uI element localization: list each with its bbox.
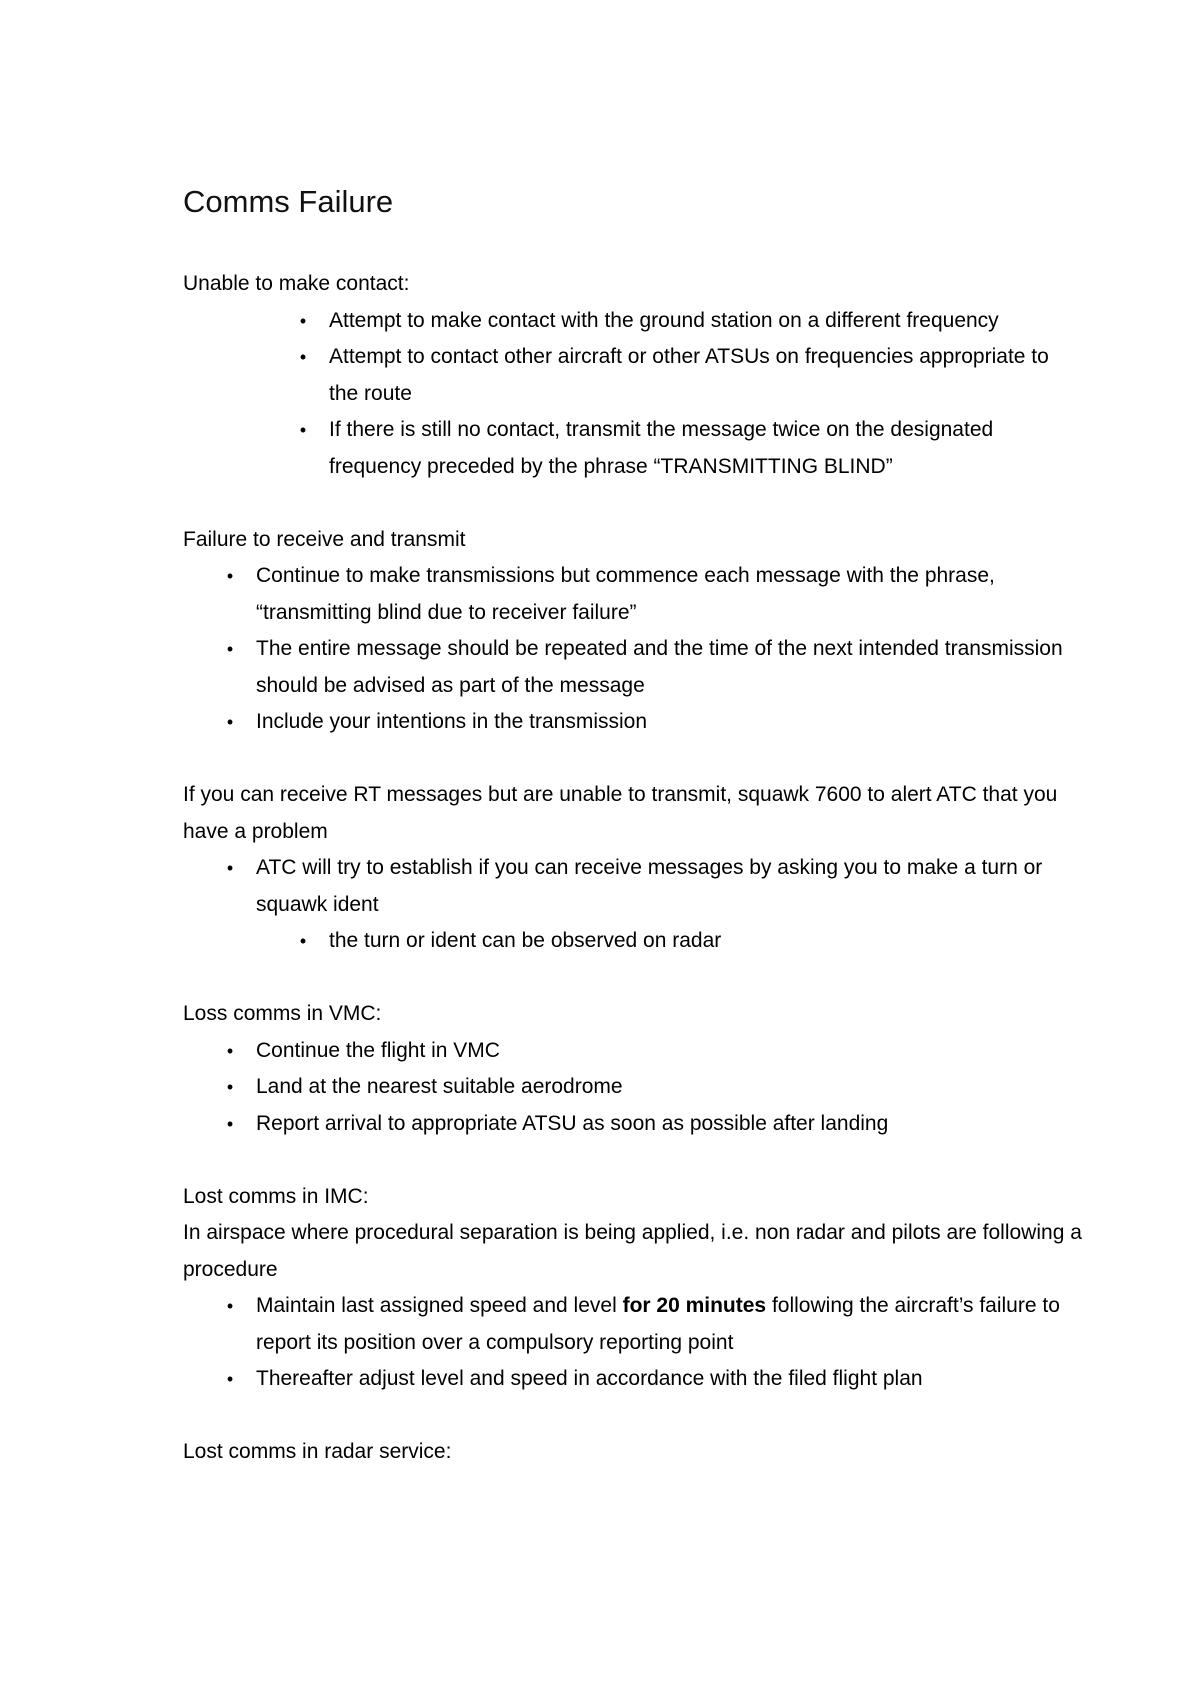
- bullet-icon: •: [299, 420, 307, 440]
- list-item: • ATC will try to establish if you can receive messages by asking you to make a turn or squawk ident: [256, 850, 1083, 923]
- bullet-icon: •: [299, 310, 307, 331]
- section-intro: In airspace where procedural separation is being applied, i.e. non radar and pilots are following a procedure: [183, 1221, 1082, 1281]
- section-unable-to-make-contact: [183, 266, 1083, 485]
- bullet-icon: •: [226, 1040, 234, 1061]
- bullet-icon: •: [226, 566, 234, 586]
- list-item: • Report arrival to appropriate ATSU as soon as possible after landing: [256, 1106, 1083, 1143]
- list-item: • Attempt to make contact with the ground station on a different frequency: [329, 303, 1083, 340]
- section-heading: If you can receive RT messages but are unable to transmit, squawk 7600 to alert ATC that you have a problem: [183, 783, 1058, 843]
- bullet-icon: •: [226, 1113, 234, 1134]
- section-heading: Unable to make contact:: [183, 272, 410, 295]
- section-heading: Failure to receive and transmit: [183, 527, 466, 551]
- list-item: • Land at the nearest suitable aerodrome: [256, 1069, 1083, 1106]
- bullet-list: [183, 303, 1083, 486]
- bullet-icon: •: [226, 1296, 234, 1316]
- section-heading: Loss comms in VMC:: [183, 1002, 382, 1025]
- bullet-icon: •: [226, 1077, 234, 1097]
- section-heading: Lost comms in IMC:: [183, 1184, 369, 1208]
- list-item: • Maintain last assigned speed and level for 20 minutes following the aircraft’s failure to report its position over a compulsory reporting point: [256, 1288, 1083, 1361]
- list-item: • Continue the flight in VMC: [256, 1033, 1083, 1070]
- section-loss-comms-vmc: [183, 996, 1083, 1142]
- bullet-icon: •: [299, 347, 307, 367]
- bullet-icon: •: [226, 858, 234, 878]
- list-item: • Attempt to contact other aircraft or other ATSUs on frequencies appropriate to the route: [329, 339, 1083, 412]
- list-item: • The entire message should be repeated and the time of the next intended transmission should be advised as part of the message: [256, 631, 1083, 704]
- list-item: • If there is still no contact, transmit the message twice on the designated frequency preceded by the phrase “TRANSMITTING BLIND”: [329, 412, 1083, 485]
- list-item: • Thereafter adjust level and speed in accordance with the filed flight plan: [256, 1361, 1083, 1398]
- bullet-icon: •: [226, 712, 234, 732]
- bullet-list: [183, 558, 1083, 741]
- bullet-list: [183, 1033, 1083, 1143]
- list-item: • Include your intentions in the transmission: [256, 704, 1083, 741]
- emphasis-duration: for 20 minutes: [622, 1294, 767, 1317]
- bullet-list: [183, 1288, 1083, 1398]
- section-heading: Lost comms in radar service:: [183, 1440, 452, 1463]
- document-page: [183, 180, 1083, 1507]
- section-lost-comms-imc: [183, 1179, 1083, 1398]
- bullet-icon: •: [226, 1369, 234, 1389]
- section-failure-to-receive-and-transmit: [183, 522, 1083, 741]
- list-item: • the turn or ident can be observed on radar: [329, 923, 1083, 960]
- page-title: Comms Failure: [183, 184, 394, 219]
- section-receive-only: [183, 777, 1083, 960]
- bullet-icon: •: [226, 639, 234, 659]
- sub-bullet-list: [183, 923, 1083, 960]
- section-lost-comms-radar: [183, 1434, 1083, 1471]
- list-item: • Continue to make transmissions but commence each message with the phrase, “transmitting blind due to receiver failure”: [256, 558, 1083, 631]
- bullet-list: [183, 850, 1083, 923]
- bullet-icon: •: [299, 931, 307, 951]
